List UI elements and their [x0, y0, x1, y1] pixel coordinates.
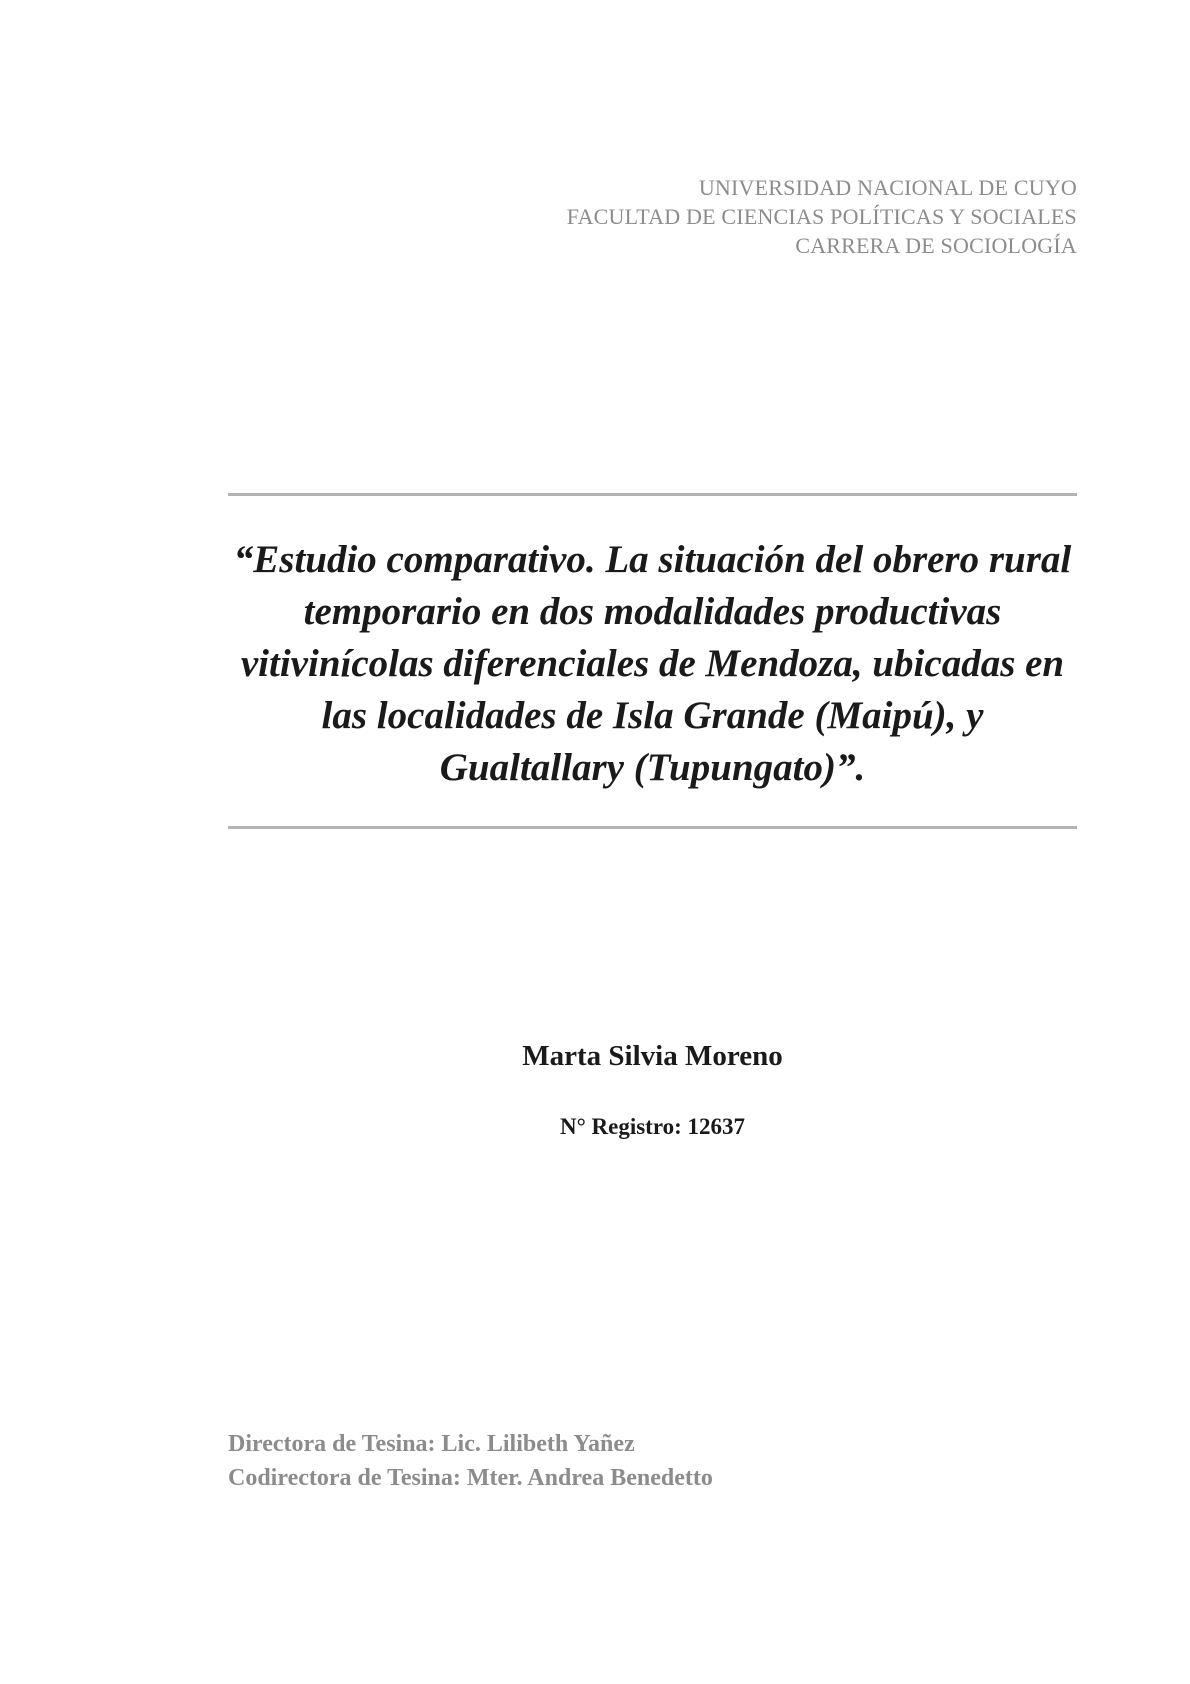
directors-block: [228, 1427, 928, 1495]
author-name: Marta Silvia Moreno: [522, 1040, 783, 1072]
registration-number: N° Registro: 12637: [559, 1114, 746, 1139]
faculty-name: FACULTAD DE CIENCIAS POLÍTICAS Y SOCIALES: [566, 204, 1077, 229]
thesis-title: “Estudio comparativo. La situación del obrero rural temporario en dos modalidades productivas vitivinícolas diferenciales de Mendoza, ubicadas en las localidades de Isla Grande (Maipú), y Gualtallary (Tupungato)”.: [233, 538, 1072, 789]
title-bottom-rule: [228, 826, 1077, 829]
director-line: Directora de Tesina: Lic. Lilibeth Yañez: [228, 1431, 635, 1457]
university-name: UNIVERSIDAD NACIONAL DE CUYO: [698, 175, 1077, 200]
title-top-rule: [228, 493, 1077, 496]
career-name: CARRERA DE SOCIOLOGÍA: [795, 233, 1077, 258]
institution-header: [377, 173, 1077, 260]
codirector-line: Codirectora de Tesina: Mter. Andrea Benedetto: [228, 1465, 713, 1491]
